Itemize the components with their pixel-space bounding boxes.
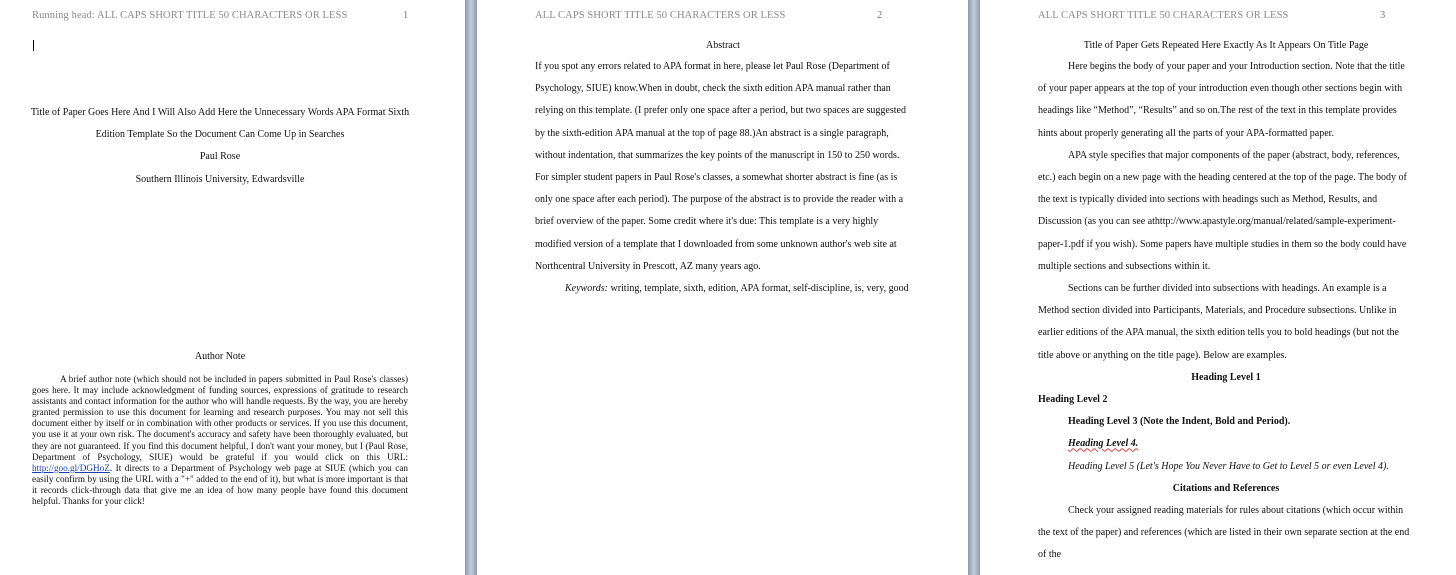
heading-level-5: Heading Level 5 (Let's Hope You Never Have to Get to Level 5 or even Level 4).: [1068, 460, 1389, 472]
heading-level-4: Heading Level 4.: [1068, 438, 1139, 450]
keywords-text: writing, template, sixth, edition, APA format, self-discipline, is, very, good: [607, 283, 909, 295]
page-number: 2: [877, 10, 883, 21]
running-head: ALL CAPS SHORT TITLE 50 CHARACTERS OR LESS: [1038, 10, 1289, 21]
author-note-text-end: . It directs to a Department of Psychology web page at SIUE (which you can easily confirm by using the URL with a "+" added to the end of it), but what is more important is that it records click-through data that give me an idea of how many people have found this document helpful. Thanks for your click!: [32, 462, 408, 507]
paragraph: APA style specifies that major components of the paper (abstract, body, references, etc.) each begin on a new page with the heading centered at the top of the page. The body of the text is typically divided into sections with headings such as Method, Results, and Discussion (as you can see athttp://www.apastyle.org/manual/related/sample-experiment-paper-1.pdf if you wish). Some papers have multiple studies in them so the body could have multiple sections and subsections within it.: [1038, 149, 1407, 272]
title-line-2: Edition Template So the Document Can Come Up in Searches: [95, 129, 345, 140]
author-name: Paul Rose: [199, 151, 241, 162]
abstract-body: [535, 56, 915, 300]
paragraph: Here begins the body of your paper and your Introduction section. Note that the title of your paper appears at the top of your introduction even though other sections begin with headings like “Method”, “Results” and so on.The rest of the text in this template provides hints about properly generating all the parts of your APA-formatted paper.: [1038, 61, 1405, 139]
page-number: 1: [403, 10, 409, 21]
page-3[interactable]: [980, 0, 1456, 575]
paper-title: Title of Paper Gets Repeated Here Exactly As It Appears On Title Page: [1083, 40, 1369, 51]
text-cursor: [33, 40, 34, 51]
page-1[interactable]: [0, 0, 465, 575]
page-gap: [465, 0, 477, 575]
heading-level-2: Heading Level 2: [1038, 394, 1108, 406]
keywords-line: [535, 278, 915, 300]
running-head: Running head: ALL CAPS SHORT TITLE 50 CHARACTERS OR LESS: [32, 10, 348, 21]
institution: Southern Illinois University, Edwardsville: [135, 174, 305, 185]
author-note-heading: Author Note: [194, 351, 246, 362]
citations-heading: Citations and References: [1172, 482, 1280, 494]
abstract-heading: Abstract: [706, 40, 740, 51]
author-note-link[interactable]: http://goo.gl/DGHoZ: [32, 462, 110, 473]
heading-level-3: Heading Level 3 (Note the Indent, Bold and Period).: [1068, 416, 1291, 428]
author-note-text: A brief author note (which should not be included in papers submitted in Paul Rose's classes) goes here. It may include acknowledgment of funding sources, expressions of gratitude to research assistants and contact information for the author who will handle requests. By the way, you are hereby granted permission to use this document for learning and research purposes. You may not sell this document either by itself or in combination with other products or services. If you use this document, you use it at your own risk. The document's accuracy and safety have been thoroughly evaluated, but they are not guaranteed. If you find this document helpful, I don't want your money, but I (Paul Rose, Department of Psychology, SIUE) would be grateful if you would click on this URL:: [32, 374, 408, 462]
paragraph: Check your assigned reading materials for rules about citations (which occur within the text of the paper) and references (which are listed in their own separate section at the end of the: [1038, 505, 1410, 561]
body-text: [1038, 56, 1414, 567]
page-gap: [968, 0, 980, 575]
keywords-label: Keywords:: [565, 283, 608, 295]
paragraph: Sections can be further divided into subsections with headings. An example is a Method section divided into Participants, Materials, and Procedure subsections. Unlike in earlier editions of the APA manual, the sixth edition tells you to bold headings (but not the title above or anything on the title page). Below are examples.: [1038, 283, 1399, 361]
heading-level-1: Heading Level 1: [1191, 371, 1261, 383]
running-head: ALL CAPS SHORT TITLE 50 CHARACTERS OR LESS: [535, 10, 786, 21]
author-note: [32, 374, 408, 507]
page-2[interactable]: [477, 0, 968, 575]
abstract-text: If you spot any errors related to APA format in here, please let Paul Rose (Department of Psychology, SIUE) know.When in doubt, check the sixth edition APA manual rather than relying on this template. (I prefer only one space after a period, but two spaces are suggested by the sixth-edition APA manual at the top of page 88.)An abstract is a single paragraph, without indentation, that summarizes the key points of the manuscript in 150 to 250 words. For simpler student papers in Paul Rose's classes, a somewhat shorter abstract is fine (as is only one space after each period). The purpose of the abstract is to provide the reader with a brief overview of the paper. Some credit where it's due: This template is a very highly modified version of a template that I downloaded from some unknown author's web site at Northcentral University in Prescott, AZ many years ago.: [535, 61, 906, 272]
page-number: 3: [1380, 10, 1386, 21]
title-line-1: Title of Paper Goes Here And I Will Also Add Here the Unnecessary Words APA Format Sixth: [30, 107, 410, 118]
